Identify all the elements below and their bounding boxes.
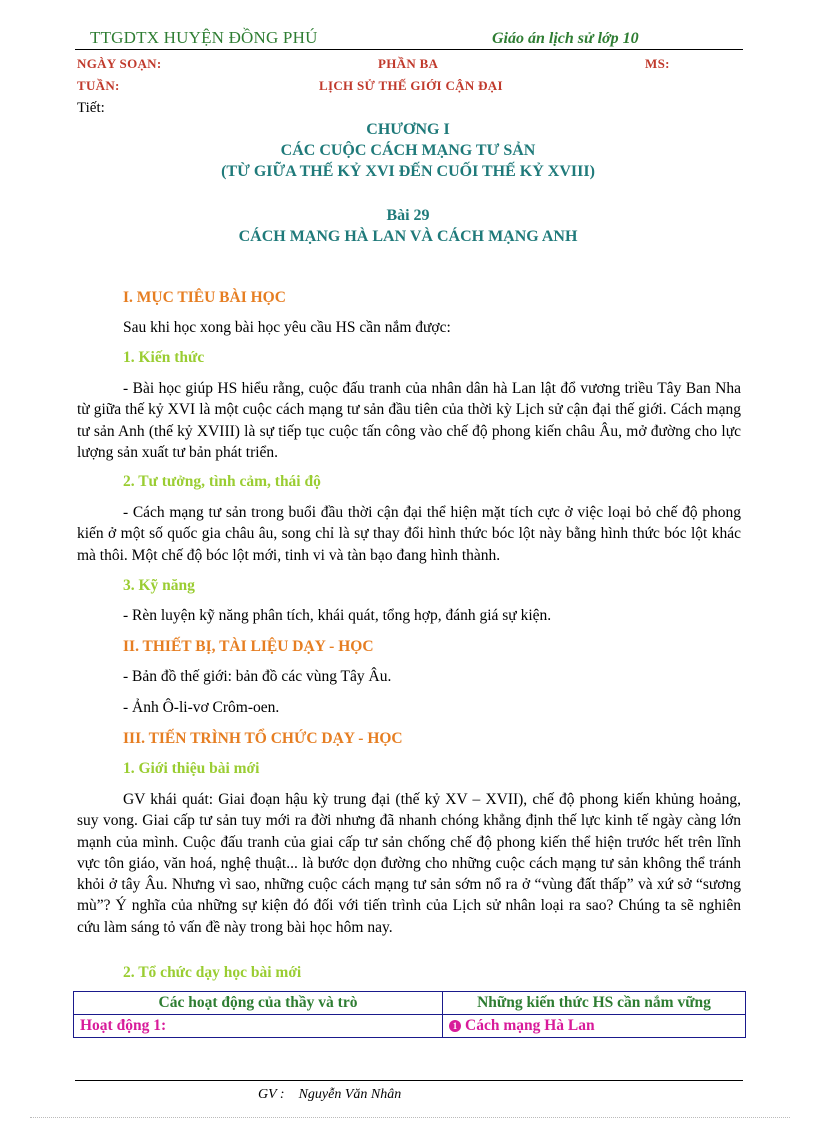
footer-divider bbox=[75, 1080, 743, 1081]
knowledge-paragraph: - Bài học giúp HS hiểu rằng, cuộc đấu tranh của nhân dân hà Lan lật đổ vương triều Tây Ban Nha từ giữa thế kỷ XVI là một cuộc cách mạng tư sản đầu tiên của thời kỳ Lịch sử cận đại thế giới. Cách mạng tư sản Anh (thế kỷ XVIII) là sự tiếp tục cuộc tấn công vào chế độ phong kiến châu Âu, mở đường cho lực lượng sản xuất tư bản phát triển. bbox=[77, 380, 741, 461]
footer-teacher-name: Nguyễn Văn Nhân bbox=[298, 1087, 402, 1102]
lesson-number: Bài 29 bbox=[386, 207, 430, 224]
table-row bbox=[74, 1015, 746, 1038]
numbered-bullet-icon: 1 bbox=[449, 1020, 461, 1032]
footer-gv-label: GV : bbox=[258, 1087, 285, 1102]
meta-subtitle: LỊCH SỬ THẾ GIỚI CẬN ĐẠI bbox=[319, 78, 503, 93]
table-cell-knowledge-1 bbox=[443, 1015, 746, 1038]
table-header-row bbox=[74, 992, 746, 1015]
page-bottom-margin-line bbox=[30, 1117, 790, 1118]
table-cell-activity-1: Hoạt động 1: bbox=[74, 1015, 443, 1038]
meta-phan: PHẦN BA bbox=[378, 56, 439, 71]
subsection-organization: 2. Tổ chức dạy học bài mới bbox=[123, 964, 302, 981]
equipment-item-map: - Bản đồ thế giới: bản đồ các vùng Tây Âu. bbox=[123, 668, 392, 685]
header-school: TTGDTX HUYỆN ĐỒNG PHÚ bbox=[90, 28, 318, 47]
knowledge-1-label: Cách mạng Hà Lan bbox=[465, 1017, 595, 1034]
table-header-activities: Các hoạt động của thầy và trò bbox=[74, 992, 443, 1015]
objectives-intro: Sau khi học xong bài học yêu cầu HS cần nắm được: bbox=[123, 319, 451, 336]
lesson-title: CÁCH MẠNG HÀ LAN VÀ CÁCH MẠNG ANH bbox=[238, 228, 578, 245]
section-equipment: II. THIẾT BỊ, TÀI LIỆU DẠY - HỌC bbox=[123, 638, 374, 655]
meta-tiet: Tiết: bbox=[77, 100, 105, 116]
chapter-period: (TỪ GIỮA THẾ KỶ XVI ĐẾN CUỐI THẾ KỶ XVIII) bbox=[221, 163, 595, 180]
header-subject: Giáo án lịch sử lớp 10 bbox=[492, 30, 639, 47]
skills-paragraph: - Rèn luyện kỹ năng phân tích, khái quát, tổng hợp, đánh giá sự kiện. bbox=[123, 607, 552, 624]
subsection-knowledge: 1. Kiến thức bbox=[123, 349, 205, 366]
chapter-label: CHƯƠNG I bbox=[366, 121, 450, 138]
introduction-paragraph: GV khái quát: Giai đoạn hậu kỳ trung đại (thế kỷ XV – XVII), chế độ phong kiến khủng hoảng, suy vong. Giai cấp tư sản tuy mới ra đời nhưng đã nhanh chóng khẳng định thế lực kinh tế ngày càng lớn mạnh của mình. Cuộc đấu tranh của giai cấp tư sản chống chế độ phong kiến thể hiện trước hết trên lĩnh vực tôn giáo, văn hoá, nghệ thuật... là bước dọn đường cho những cuộc cách mạng tư sản không thể tránh khỏi ở tây Âu. Nhưng vì sao, những cuộc cách mạng tư sản sớm nổ ra ở “vùng đất thấp” và xứ sở “sương mù”? Ý nghĩa của những sự kiện đó đối với tiến trình của Lịch sử nhân loại ra sao? Chúng ta sẽ nghiên cứu làm sáng tỏ vấn đề này trong bài học hôm nay. bbox=[77, 791, 741, 936]
subsection-introduction: 1. Giới thiệu bài mới bbox=[123, 760, 260, 777]
meta-ngay-soan: NGÀY SOẠN: bbox=[77, 56, 162, 71]
footer-author bbox=[258, 1087, 401, 1103]
chapter-title: CÁC CUỘC CÁCH MẠNG TƯ SẢN bbox=[280, 142, 536, 159]
header-divider bbox=[75, 49, 743, 50]
meta-ms: MS: bbox=[645, 56, 670, 71]
subsection-attitude: 2. Tư tưởng, tình cảm, thái độ bbox=[123, 473, 321, 490]
activities-table bbox=[73, 991, 746, 1038]
equipment-item-photo: - Ảnh Ô-li-vơ Crôm-oen. bbox=[123, 699, 280, 716]
subsection-skills: 3. Kỹ năng bbox=[123, 577, 195, 594]
meta-tuan: TUẦN: bbox=[77, 78, 120, 93]
attitude-paragraph: - Cách mạng tư sản trong buổi đầu thời cận đại thể hiện mặt tích cực ở việc loại bỏ chế độ phong kiến ở một số quốc gia châu âu, song chỉ là sự thay đổi hình thức bóc lột này bằng hình thức bóc lột khác mà thôi. Một chế độ bóc lột mới, tinh vi và tàn bạo đang hình thành. bbox=[77, 504, 741, 564]
section-objectives: I. MỤC TIÊU BÀI HỌC bbox=[123, 289, 286, 306]
table-header-knowledge: Những kiến thức HS cần nắm vững bbox=[443, 992, 746, 1015]
section-process: III. TIẾN TRÌNH TỔ CHỨC DẠY - HỌC bbox=[123, 730, 403, 747]
